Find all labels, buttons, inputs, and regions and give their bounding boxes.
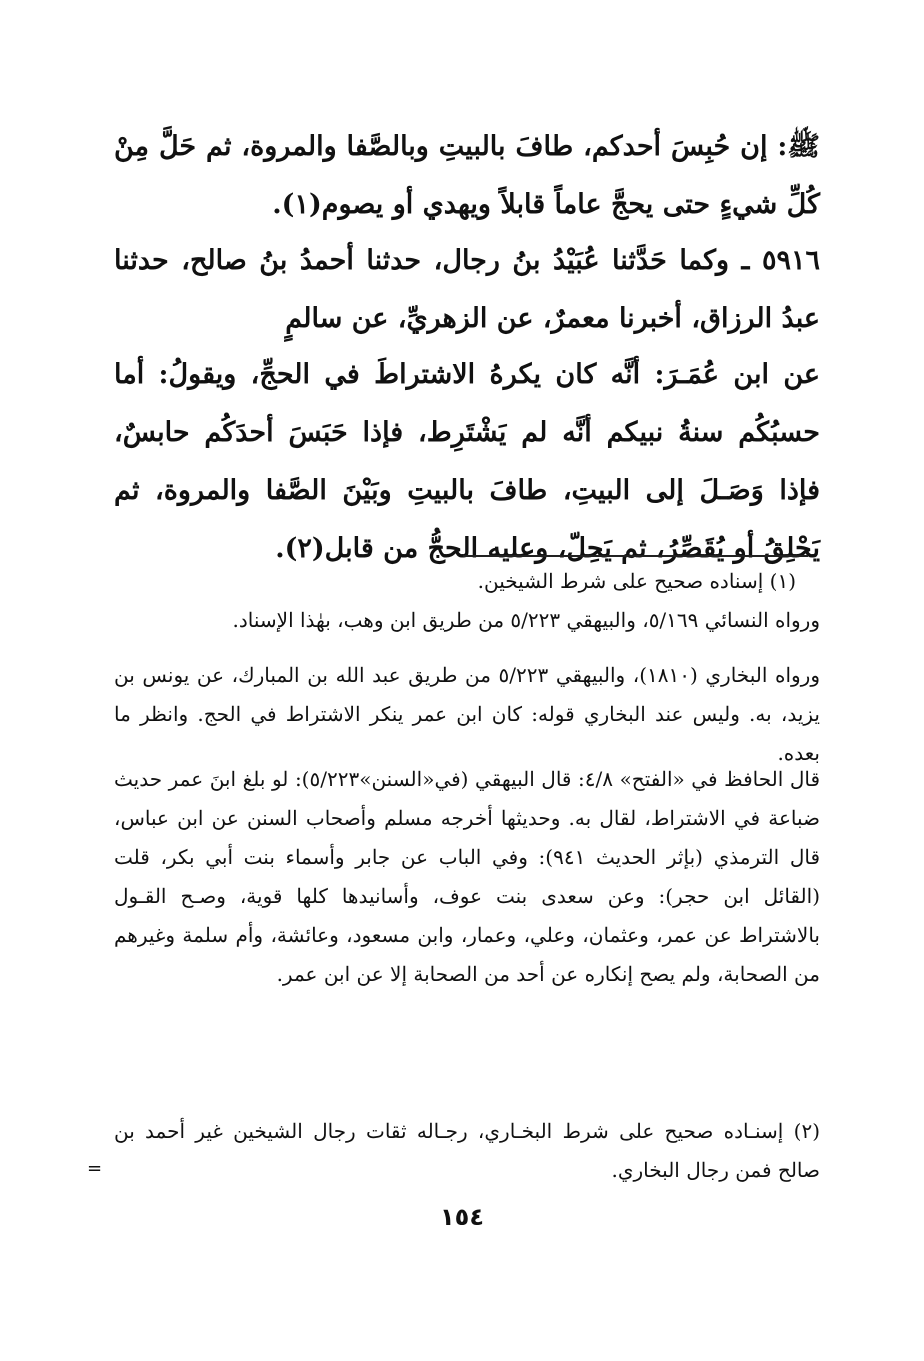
main-paragraph-2: ٥٩١٦ ـ وكما حَدَّثنا عُبَيْدُ بنُ رجال، حدثنا أحمدُ بنُ صالح، حدثنا عبدُ الرزاق، أخبرنا معمرٌ، عن الزهريِّ، عن سالمٍ	[114, 245, 820, 334]
main-paragraph-1: ﷺ: إن حُبِسَ أحدكم، طافَ بالبيتِ وبالصَّفا والمروة، ثم حَلَّ مِنْ كُلِّ شيءٍ حتى يحجَّ عاماً قابلاً ويهدي أو يصوم(١).	[114, 131, 820, 220]
footnote-separator	[463, 555, 808, 557]
footnote-1-line-2: ورواه النسائي ٥/١٦٩، والبيهقي ٥/٢٢٣ من طريق ابن وهب، بهٰذا الإسناد.	[232, 608, 820, 632]
continuation-mark: =	[87, 1158, 103, 1179]
footnote-1-paragraph-4: قال الحافظ في «الفتح» ٤/٨: قال البيهقي (في«السنن»٥/٢٢٣): لو بلغ ابنَ عمر حديث ضباعة في الاشتراط، لقال به. وحديثها أخرجه مسلم وأصحاب السنن عن ابن عباس، قال الترمذي (بإثر الحديث ٩٤١): وفي الباب عن جابر وأسماء بنت أبي بكر، قلت (القائل ابن حجر): وعن سعدى بنت عوف، وأسانيدها كلها قوية، وصـح القـول بالاشتراط عن عمر، وعثمان، وعلي، وعمار، وابن مسعود، وعائشة، وأم سلمة وغيرهم من الصحابة، ولم يصح إنكاره عن أحد من الصحابة إلا عن ابن عمر.	[114, 767, 821, 986]
footnote-1-paragraph-3: ورواه البخاري (١٨١٠)، والبيهقي ٥/٢٢٣ من طريق عبد الله بن المبارك، عن يونس بن يزيد، به. وليس عند البخاري قوله: كان ابن عمر ينكر الاشتراط في الحج. وانظر ما بعده.	[114, 663, 820, 765]
footnote-1-text: (١) إسناده صحيح على شرط الشيخين.	[477, 569, 796, 593]
footnote-2: (٢) إسنـاده صحيح على شرط البخـاري، رجـاله ثقات رجال الشيخين غير أحمد بن صالح فمن رجال البخاري.	[114, 1119, 820, 1182]
footnote-1-heading	[114, 562, 820, 601]
page-number: ١٥٤	[440, 1203, 484, 1231]
main-paragraph-3: عن ابن عُمَـرَ: أنَّه كان يكرهُ الاشتراطَ في الحجِّ، ويقولُ: أما حسبُكُم سنةُ نبيكم أنَّه لم يَشْتَرِط، فإذا حَبَسَ أحدَكُم حابسٌ، فإذا وَصَـلَ إلى البيتِ، طافَ بالبيتِ وبَيْنَ الصَّفا والمروة، ثم يَحْلِقُ أو يُقَصِّرُ، ثم يَحِلّ، وعليه الحجُّ من قابل(٢).	[114, 359, 820, 564]
